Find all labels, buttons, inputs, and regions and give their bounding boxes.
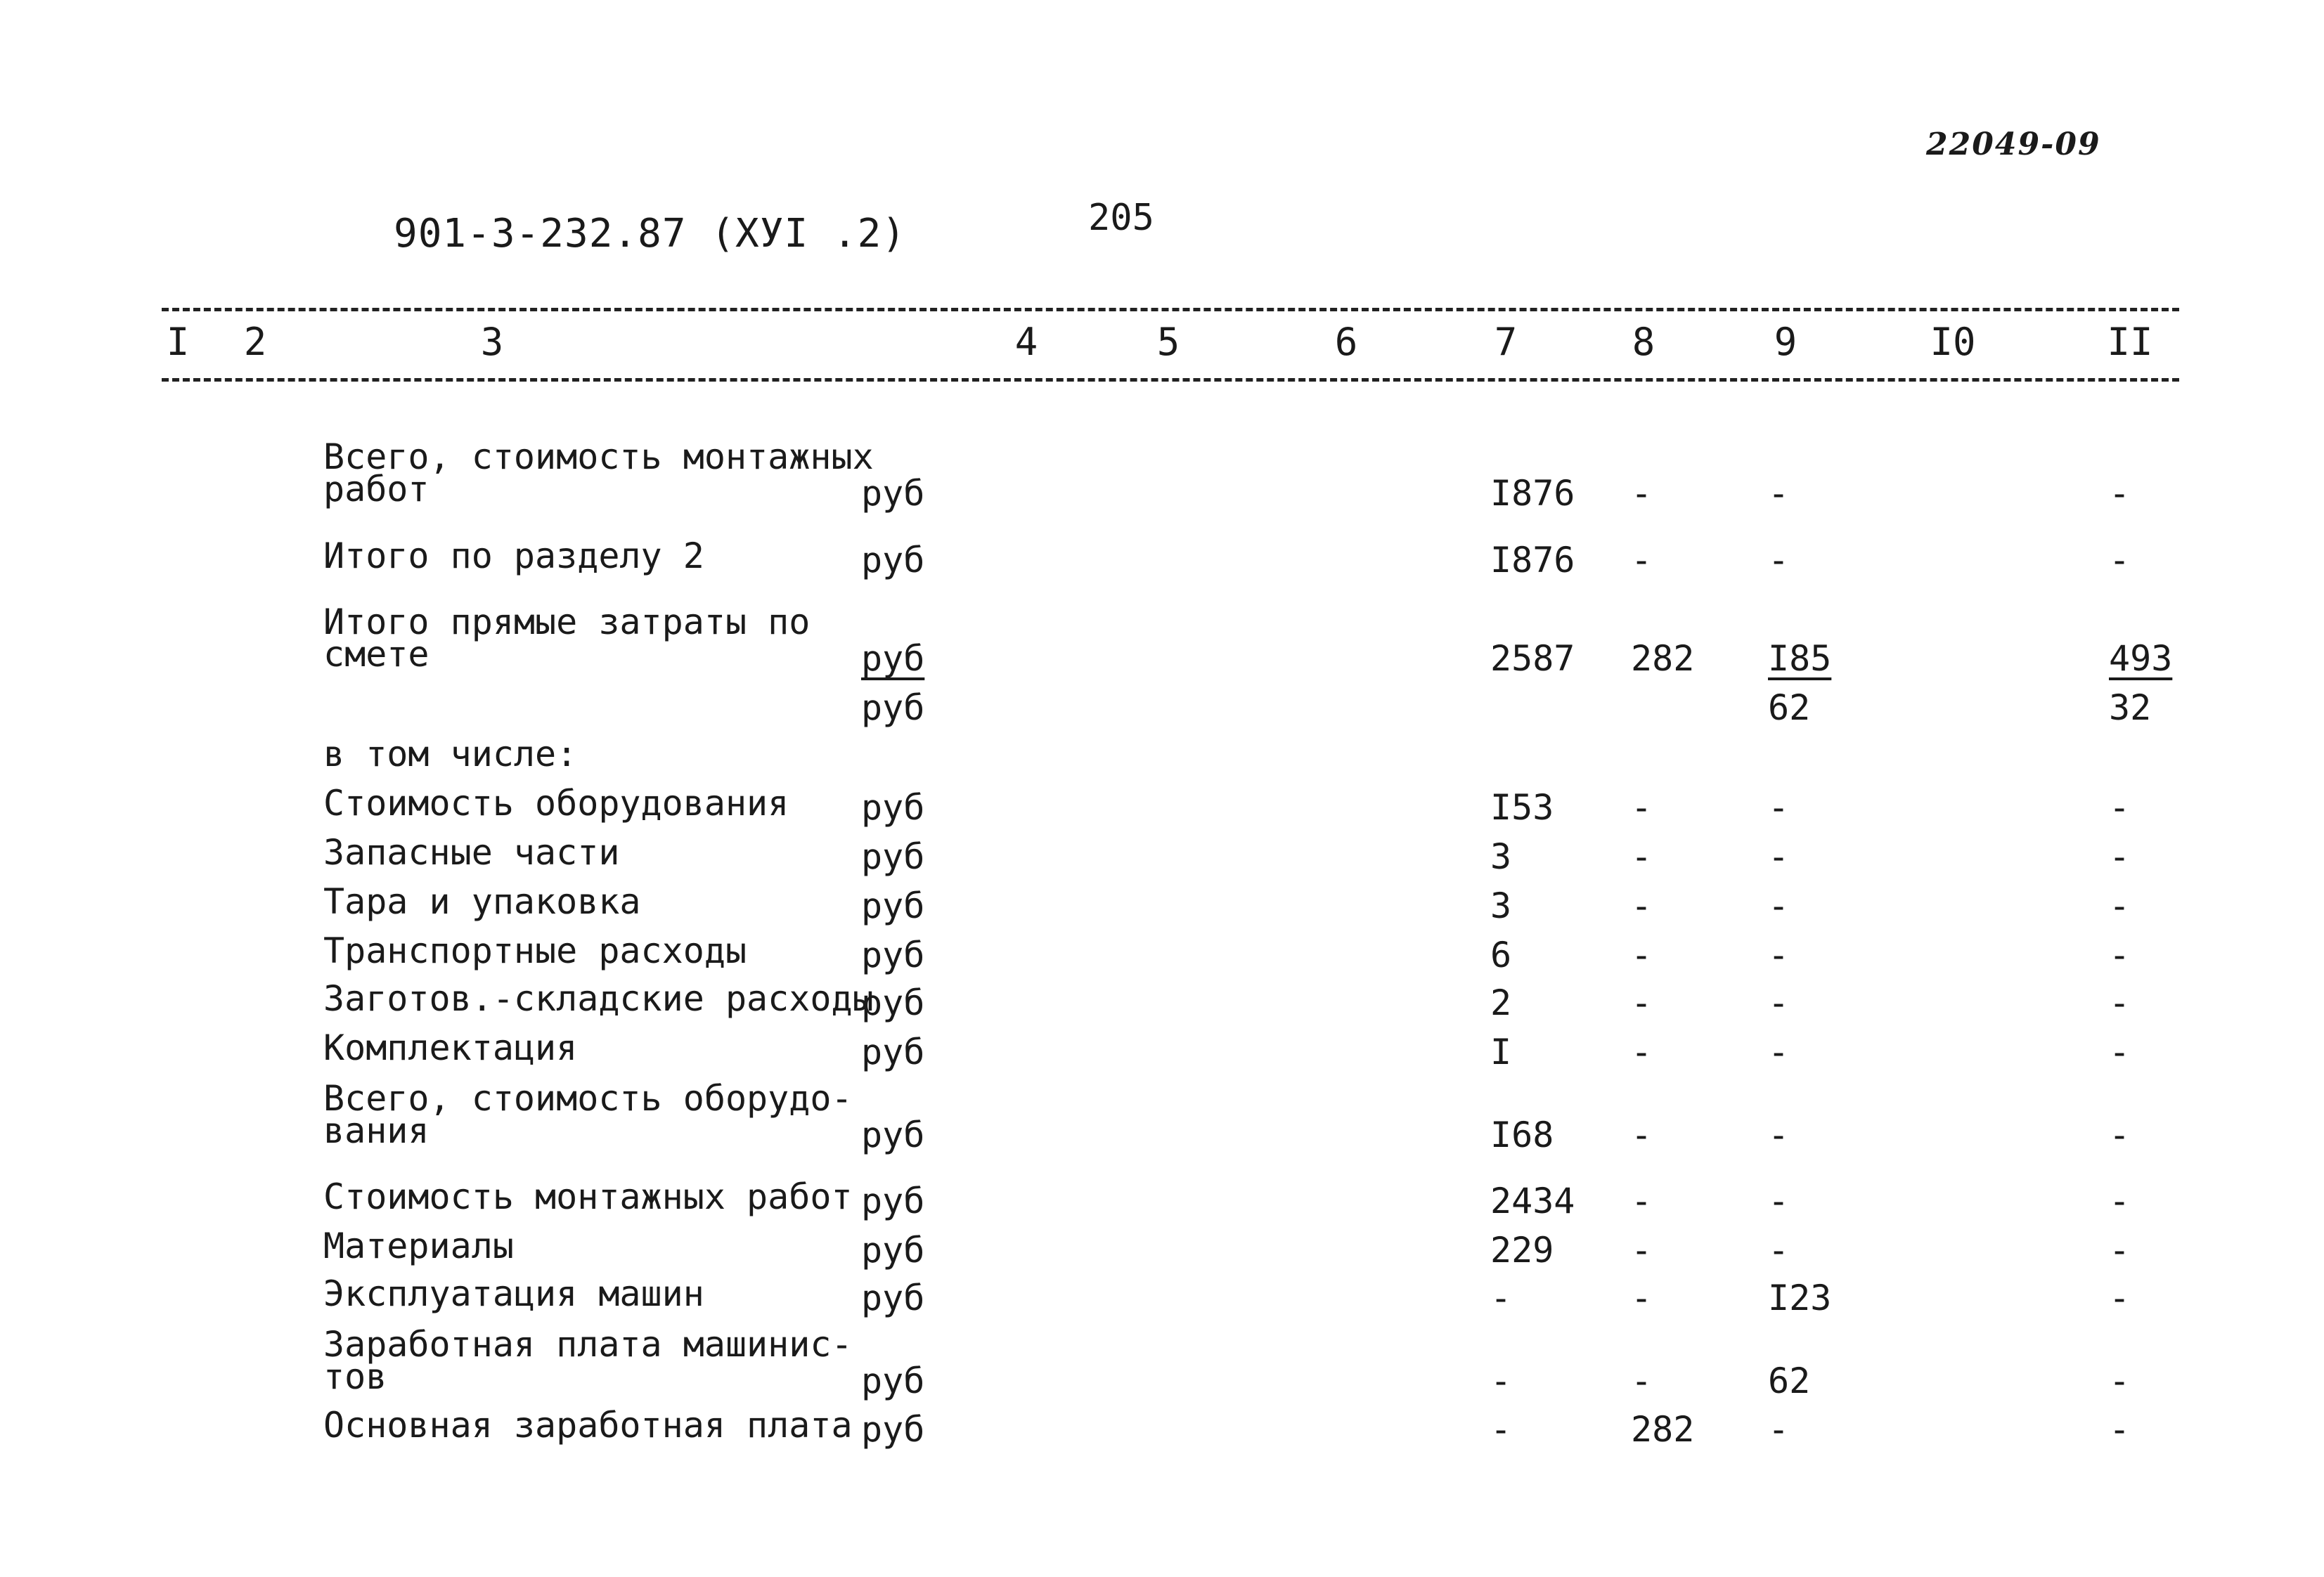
row-label: Транспортные расходы xyxy=(323,930,747,971)
cell-col7: I876 xyxy=(1490,540,1575,580)
row-label: Эксплуатация машин xyxy=(323,1273,704,1314)
header-rule-bottom xyxy=(162,378,2179,382)
cell-col7: - xyxy=(1490,1278,1512,1318)
row-label: Стоимость монтажных работ xyxy=(323,1176,853,1217)
cell-col8: 282 xyxy=(1631,638,1695,679)
cell-col9: - xyxy=(1768,473,1790,514)
column-number: 4 xyxy=(1014,320,1038,364)
row-unit: руб xyxy=(861,935,925,975)
cell-col7: 2434 xyxy=(1490,1181,1575,1221)
cell-col8: - xyxy=(1631,787,1653,828)
cell-col8: - xyxy=(1631,1361,1653,1401)
cell-col9: I85 xyxy=(1768,638,1832,679)
cell-col11: - xyxy=(2109,1278,2131,1318)
cell-col9: - xyxy=(1768,982,1790,1023)
cell-col9: - xyxy=(1768,1409,1790,1450)
column-number: II xyxy=(2107,320,2153,364)
row-label: Тара и упаковка xyxy=(323,881,641,922)
handwritten-code: 22049-09 xyxy=(1926,126,2101,162)
column-number: 9 xyxy=(1774,320,1797,364)
row-unit: руб xyxy=(861,1409,925,1450)
row-unit: руб xyxy=(861,1361,925,1401)
cell-col7: 2 xyxy=(1490,982,1512,1023)
cell-col9: - xyxy=(1768,1230,1790,1271)
cell-col11: 493 xyxy=(2109,638,2173,679)
cell-col9: - xyxy=(1768,1181,1790,1221)
column-number: I xyxy=(166,320,190,364)
cell-col8: - xyxy=(1631,1230,1653,1271)
document-code: 901-3-232.87 (ХУI .2) xyxy=(394,211,907,257)
cell-col11: - xyxy=(2109,473,2131,514)
cell-col9: 62 xyxy=(1768,1361,1811,1401)
cell-col9: - xyxy=(1768,787,1790,828)
cell-col8: - xyxy=(1631,982,1653,1023)
column-number: 8 xyxy=(1632,320,1655,364)
cell-col11: - xyxy=(2109,1361,2131,1401)
cell-col11: - xyxy=(2109,1032,2131,1072)
cell-col8: - xyxy=(1631,1181,1653,1221)
row-unit: руб xyxy=(861,1115,925,1155)
row-label: Материалы xyxy=(323,1226,514,1266)
cell-col7: I876 xyxy=(1490,473,1575,514)
cell-col7: 2587 xyxy=(1490,638,1575,679)
cell-col8: - xyxy=(1631,885,1653,926)
cell-col11: - xyxy=(2109,885,2131,926)
row-label: Итого прямые затраты по смете xyxy=(323,602,811,675)
cell-col9: - xyxy=(1768,1115,1790,1155)
row-label: Стоимость оборудования xyxy=(323,783,789,824)
column-number: 7 xyxy=(1494,320,1518,364)
cell-col8: - xyxy=(1631,1278,1653,1318)
row-unit: руб xyxy=(861,473,925,514)
cell-col7: 6 xyxy=(1490,935,1512,975)
page-number: 205 xyxy=(1088,197,1154,239)
cell-col8: - xyxy=(1631,540,1653,580)
row-unit: руб xyxy=(861,1230,925,1271)
column-number: 5 xyxy=(1156,320,1180,364)
column-number: 2 xyxy=(243,320,267,364)
cell-col7: 3 xyxy=(1490,836,1512,877)
cell-col7: I68 xyxy=(1490,1115,1554,1155)
cell-col11: - xyxy=(2109,982,2131,1023)
cell-col11: - xyxy=(2109,1181,2131,1221)
column-number: I0 xyxy=(1930,320,1976,364)
cell-col9: - xyxy=(1768,836,1790,877)
cell-col8: - xyxy=(1631,473,1653,514)
row-label: Заработная плата машинис- тов xyxy=(323,1324,853,1397)
cell-col7: - xyxy=(1490,1409,1512,1450)
cell-col9: - xyxy=(1768,885,1790,926)
row-unit: руб xyxy=(861,1278,925,1318)
row-label: Всего, стоимость оборудо- вания xyxy=(323,1078,853,1151)
column-number: 6 xyxy=(1334,320,1358,364)
cell-col11: - xyxy=(2109,935,2131,975)
cell-col11: - xyxy=(2109,1230,2131,1271)
column-number: 3 xyxy=(480,320,504,364)
row-unit: руб xyxy=(861,836,925,877)
cell-col11: 32 xyxy=(2109,687,2152,728)
cell-col9: - xyxy=(1768,540,1790,580)
cell-col9: - xyxy=(1768,935,1790,975)
row-unit: руб xyxy=(861,540,925,580)
cell-col7: I53 xyxy=(1490,787,1554,828)
row-label: Итого по разделу 2 xyxy=(323,536,704,576)
header-rule-top xyxy=(162,308,2179,311)
row-label: Комплектация xyxy=(323,1027,578,1068)
cell-col7: 229 xyxy=(1490,1230,1554,1271)
cell-col8: - xyxy=(1631,935,1653,975)
cell-col8: - xyxy=(1631,1032,1653,1072)
cell-col11: - xyxy=(2109,787,2131,828)
cell-col7: I xyxy=(1490,1032,1512,1072)
row-label: Запасные части xyxy=(323,832,620,873)
row-label: Основная заработная плата xyxy=(323,1405,853,1446)
cell-col8: - xyxy=(1631,1115,1653,1155)
cell-col7: 3 xyxy=(1490,885,1512,926)
row-unit: руб xyxy=(861,687,925,728)
row-unit: руб xyxy=(861,638,925,679)
cell-col9: - xyxy=(1768,1032,1790,1072)
cell-col9: 62 xyxy=(1768,687,1811,728)
row-label: Заготов.-складские расходы xyxy=(323,978,874,1019)
row-unit: руб xyxy=(861,982,925,1023)
row-unit: руб xyxy=(861,885,925,926)
row-unit: руб xyxy=(861,787,925,828)
cell-col9: I23 xyxy=(1768,1278,1832,1318)
cell-col11: - xyxy=(2109,836,2131,877)
row-label: в том числе: xyxy=(323,734,578,774)
cell-col8: 282 xyxy=(1631,1409,1695,1450)
cell-col11: - xyxy=(2109,1115,2131,1155)
row-label: Всего, стоимость монтажных работ xyxy=(323,436,874,510)
cell-col11: - xyxy=(2109,540,2131,580)
cell-col11: - xyxy=(2109,1409,2131,1450)
cell-col8: - xyxy=(1631,836,1653,877)
cell-col7: - xyxy=(1490,1361,1512,1401)
row-unit: руб xyxy=(861,1181,925,1221)
row-unit: руб xyxy=(861,1032,925,1072)
